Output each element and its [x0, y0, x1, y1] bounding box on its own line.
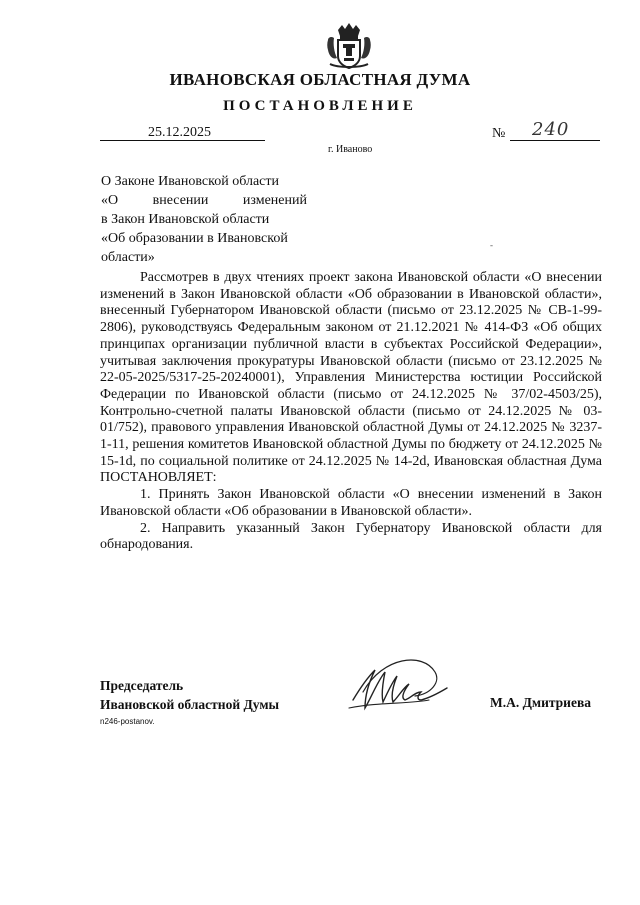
document-date: 25.12.2025 [148, 125, 211, 140]
signatory-name: М.А. Дмитриева [490, 695, 591, 710]
document-type: ПОСТАНОВЛЕНИЕ [223, 98, 417, 114]
subject-line: области» [101, 250, 155, 265]
subject-line: О Законе Ивановской области [101, 174, 280, 189]
number-sign: № [492, 126, 506, 141]
subject-line: в Закон Ивановской области [101, 212, 270, 227]
document-number: 240 [532, 119, 570, 140]
signatory-title-line: Председатель [100, 678, 184, 693]
scan-speck: - [490, 240, 493, 250]
number-field [510, 119, 600, 141]
city: г. Иваново [328, 144, 373, 155]
file-reference: n246-postanov. [100, 717, 155, 726]
organization-name: ИВАНОВСКАЯ ОБЛАСТНАЯ ДУМА [169, 70, 471, 89]
date-field [100, 126, 265, 141]
signatory-title-line: Ивановской областной Думы [100, 697, 280, 712]
subject-line: «Об образовании в Ивановской [101, 231, 288, 246]
body-paragraph: 2. Направить указанный Закон Губернатору Ивановской области для обнародования. [100, 520, 602, 553]
document-body [100, 270, 602, 554]
body-paragraph: Рассмотрев в двух чтениях проект закона Ивановской области «О внесении изменений в Закон Ивановской области «Об образовании в Ивановской области», внесенный Губернатором Ивановской области (письмо от 23.12.2025 № СВ-1-99-2806), руководствуясь Федеральным законом от 21.12.2021 № 414-ФЗ «Об общих принципах организации публичной власти в субъектах Российской Федерации», учитывая заключения прокуратуры Ивановской области (письмо от 23.12.2025 № 22-05-2025/5317-25-20240001), Управления Министерства юстиции Российской Федерации по Ивановской области (письмо от 24.12.2025 № 37/02-4503/25), Контрольно-счетной палаты Ивановской области (письмо от 24.12.2025 № 03-01/752), правового управления Ивановской областной Думы от 24.12.2025 № 3237-1-11, решения комитетов Ивановской областной Думы по бюджету от 24.12.2025 № 15-1d, по социальной политике от 24.12.2025 № 14-2d, Ивановская областная Дума ПОСТАНОВЛЯЕТ: [100, 270, 602, 486]
handwritten-signature-icon [345, 652, 475, 720]
body-paragraph: 1. Принять Закон Ивановской области «О внесении изменений в Закон Ивановской области «Об образовании в Ивановской области». [100, 487, 602, 519]
coat-of-arms-icon [324, 22, 374, 70]
subject-line: «О внесении изменений [101, 193, 307, 208]
signatory-title [100, 676, 279, 714]
document-subject [101, 172, 307, 267]
